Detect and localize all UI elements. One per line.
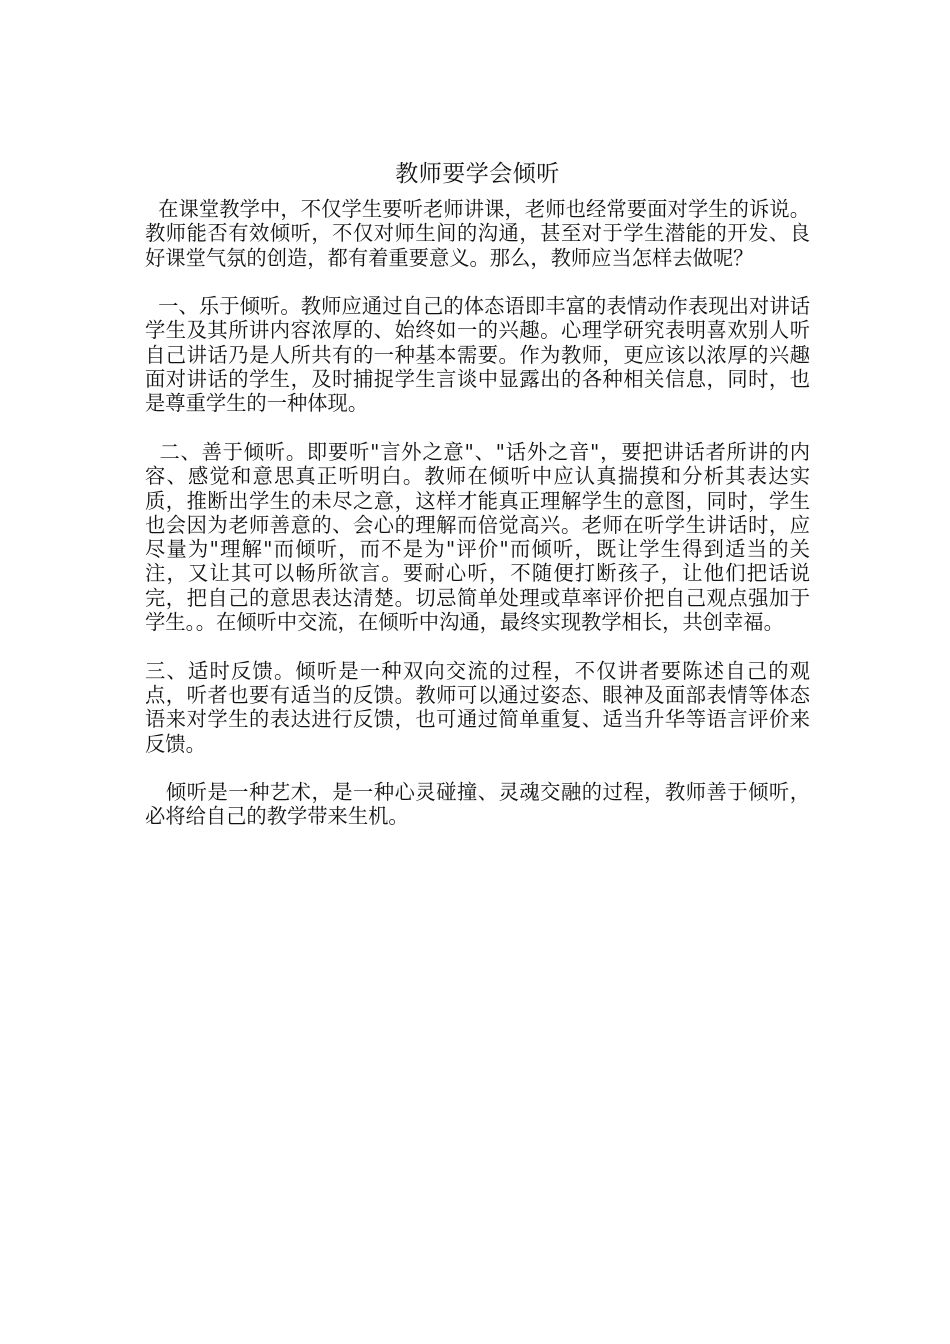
paragraph-point-two: 二、善于倾听。即要听"言外之意"、"话外之音"，要把讲话者所讲的内容、感觉和意思真正听明白。教师在倾听中应认真揣摸和分析其表达实质，推断出学生的未尽之意，这样才能真正理解学生的意图，同时，学生也会因为老师善意的、会心的理解而倍觉高兴。老师在听学生讲话时，应尽量为"理解"而倾听，而不是为"评价"而倾听，既让学生得到适当的关注，又让其可以畅所欲言。要耐心听，不随便打断孩子，让他们把话说完，把自己的意思表达清楚。切忌简单处理或草率评价把自己观点强加于学生。。在倾听中交流，在倾听中沟通，最终实现教学相长，共创幸福。 bbox=[145, 439, 810, 635]
paragraph-point-three: 三、适时反馈。倾听是一种双向交流的过程，不仅讲者要陈述自己的观点，听者也要有适当的反馈。教师可以通过姿态、眼神及面部表情等体态语来对学生的表达进行反馈，也可通过简单重复、适当升华等语言评价来反馈。 bbox=[145, 658, 810, 756]
paragraph-point-one: 一、乐于倾听。教师应通过自己的体态语即丰富的表情动作表现出对讲话学生及其所讲内容浓厚的、始终如一的兴趣。心理学研究表明喜欢别人听自己讲话乃是人所共有的一种基本需要。作为教师，更应该以浓厚的兴趣面对讲话的学生，及时捕捉学生言谈中显露出的各种相关信息，同时，也是尊重学生的一种体现。 bbox=[145, 294, 810, 416]
paragraph-gap bbox=[145, 634, 810, 658]
paragraph-gap bbox=[145, 416, 810, 440]
paragraph-intro: 在课堂教学中，不仅学生要听老师讲课，老师也经常要面对学生的诉说。教师能否有效倾听，不仅对师生间的沟通，甚至对于学生潜能的开发、良好课堂气氛的创造，都有着重要意义。那么，教师应当怎样去做呢？ bbox=[145, 197, 810, 270]
paragraph-gap bbox=[145, 756, 810, 780]
paragraph-conclusion: 倾听是一种艺术，是一种心灵碰撞、灵魂交融的过程，教师善于倾听，必将给自己的教学带来生机。 bbox=[145, 780, 810, 829]
document-body bbox=[145, 197, 810, 829]
document-title: 教师要学会倾听 bbox=[395, 161, 560, 187]
paragraph-gap bbox=[145, 270, 810, 294]
